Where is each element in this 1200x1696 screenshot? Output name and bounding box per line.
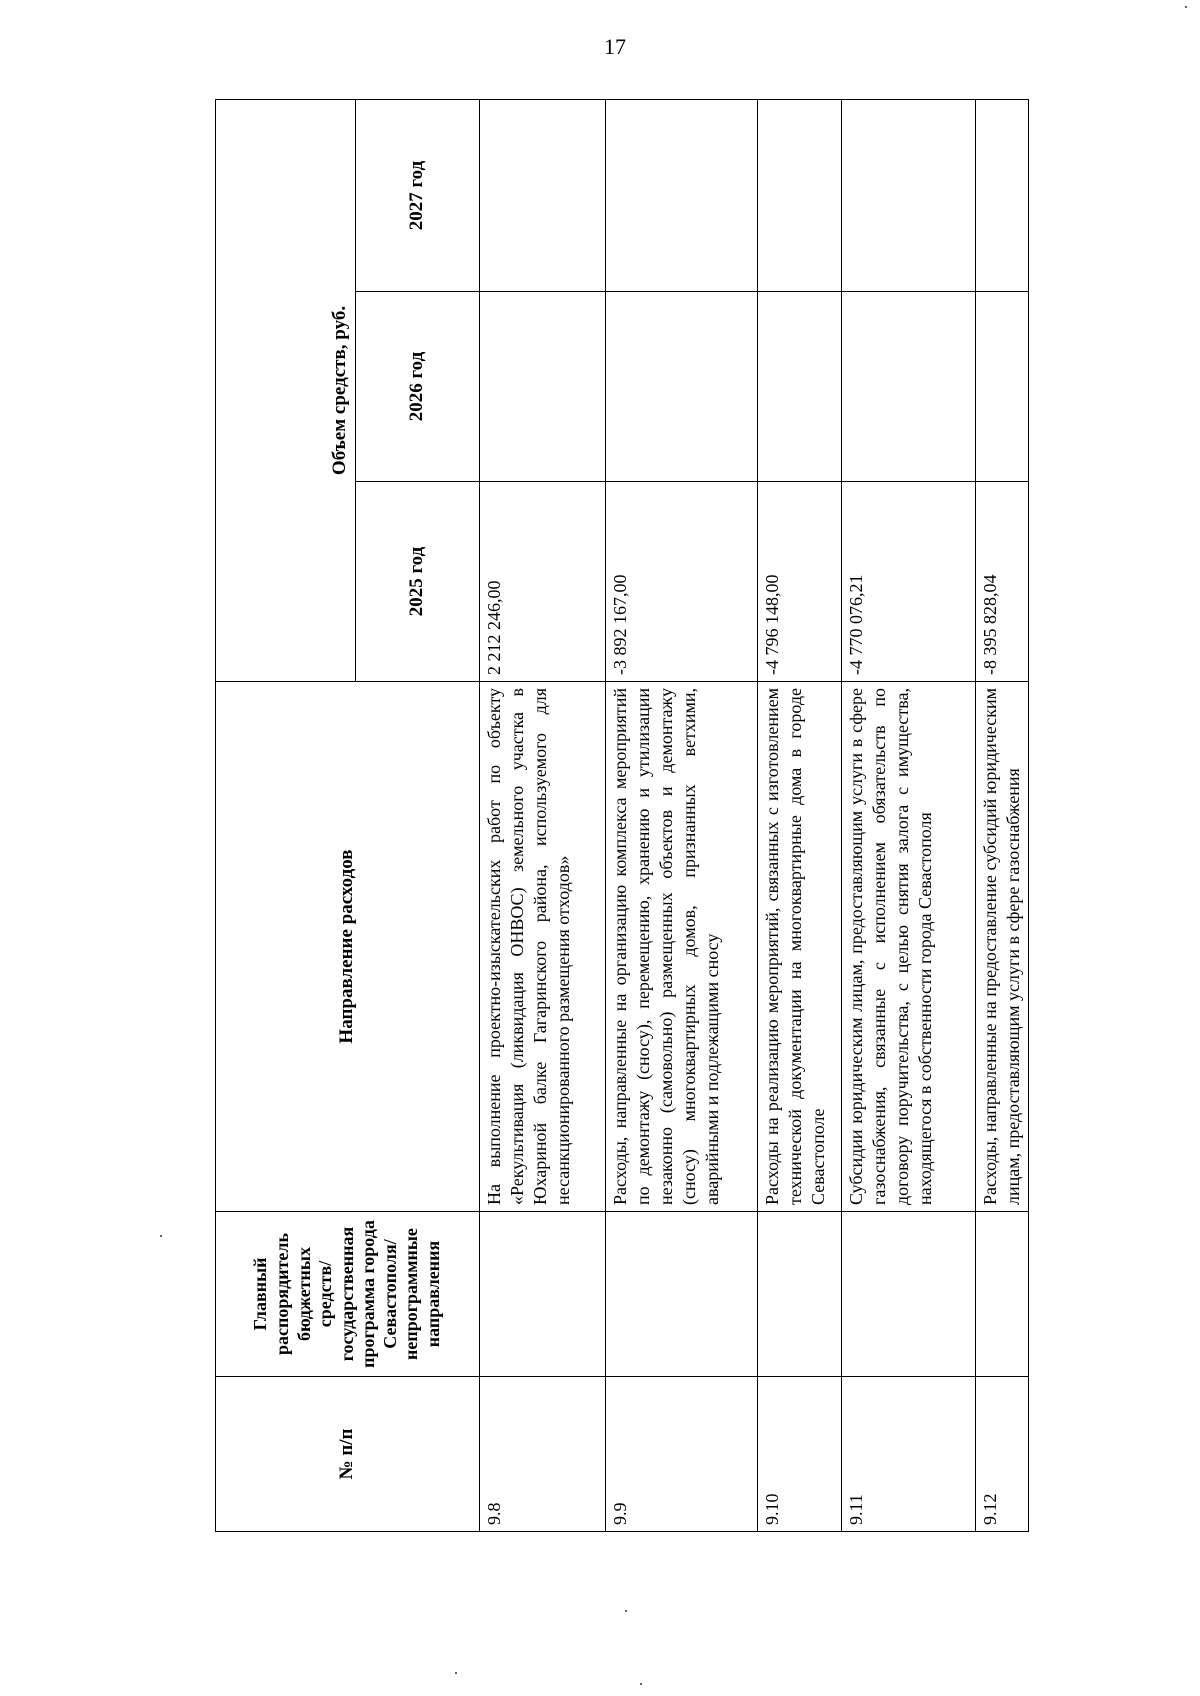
- row-amount-2027: [606, 100, 758, 292]
- row-distributor: [606, 1212, 758, 1377]
- row-amount-2025: 2 212 246,00: [480, 482, 606, 682]
- header-year-2027: 2027 год: [356, 100, 480, 292]
- row-amount-2025: -3 892 167,00: [606, 482, 758, 682]
- table-row: [758, 100, 842, 1532]
- row-direction: Субсидии юридическим лицам, предоставляющим услуги в сфере газоснабжения, связанные с исполнением обязательств по договору поручительства, с целью снятия залога с имущества, находящегося в собственности города Севастополя: [842, 682, 976, 1212]
- row-amount-2027: [976, 100, 1029, 292]
- table-row: [842, 100, 976, 1532]
- header-direction: Направление расходов: [216, 682, 480, 1212]
- row-distributor: [758, 1212, 842, 1377]
- header-year-2025: 2025 год: [356, 482, 480, 682]
- row-num: 9.9: [606, 1377, 758, 1532]
- scan-speck: [160, 1235, 162, 1237]
- row-distributor: [480, 1212, 606, 1377]
- rotated-table-container: [215, 100, 1024, 1532]
- header-volume: Объем средств, руб.: [216, 100, 356, 682]
- expenditure-table: [215, 99, 1029, 1532]
- row-amount-2027: [842, 100, 976, 292]
- row-amount-2027: [480, 100, 606, 292]
- page-number: 17: [604, 34, 626, 59]
- row-amount-2026: [606, 292, 758, 482]
- row-amount-2025: -8 395 828,04: [976, 482, 1029, 682]
- row-direction: Расходы на реализацию мероприятий, связанных с изготовлением технической документации на многоквартирные дома в городе Севастополе: [758, 682, 842, 1212]
- table-row: [606, 100, 758, 1532]
- scan-speck: [625, 1610, 627, 1612]
- row-amount-2027: [758, 100, 842, 292]
- row-num: 9.12: [976, 1377, 1029, 1532]
- row-amount-2026: [758, 292, 842, 482]
- table-header-row: [216, 100, 356, 1532]
- table-row: [480, 100, 606, 1532]
- row-direction: Расходы, направленные на организацию комплекса мероприятий по демонтажу (сносу), перемещению, хранению и утилизации незаконно (самовольно) размещенных объектов и демонтажу (сносу) многоквартирных домов, признанных ветхими, аварийными и подлежащими сносу: [606, 682, 758, 1212]
- scan-speck: [1185, 6, 1187, 8]
- row-amount-2026: [842, 292, 976, 482]
- scan-speck: [455, 1672, 457, 1674]
- header-year-2026: 2026 год: [356, 292, 480, 482]
- table-row: [976, 100, 1029, 1532]
- row-distributor: [842, 1212, 976, 1377]
- row-amount-2025: -4 770 076,21: [842, 482, 976, 682]
- row-num: 9.10: [758, 1377, 842, 1532]
- row-direction: На выполнение проектно-изыскательских работ по объекту «Рекультивация (ликвидация ОНВОС) земельного участка в Юхариной балке Гагаринского района, используемого для несанкционированного размещения отходов»: [480, 682, 606, 1212]
- header-distributor: Главный распорядитель бюджетных средств/государственная программа города Севастополя/непрограммные направления: [216, 1212, 480, 1377]
- row-distributor: [976, 1212, 1029, 1377]
- scan-speck: [640, 1683, 642, 1685]
- header-num: № п/п: [216, 1377, 480, 1532]
- row-num: 9.11: [842, 1377, 976, 1532]
- row-amount-2026: [480, 292, 606, 482]
- row-amount-2026: [976, 292, 1029, 482]
- row-num: 9.8: [480, 1377, 606, 1532]
- row-direction: Расходы, направленные на предоставление субсидий юридическим лицам, предоставляющим услуги в сфере газоснабжения: [976, 682, 1029, 1212]
- row-amount-2025: -4 796 148,00: [758, 482, 842, 682]
